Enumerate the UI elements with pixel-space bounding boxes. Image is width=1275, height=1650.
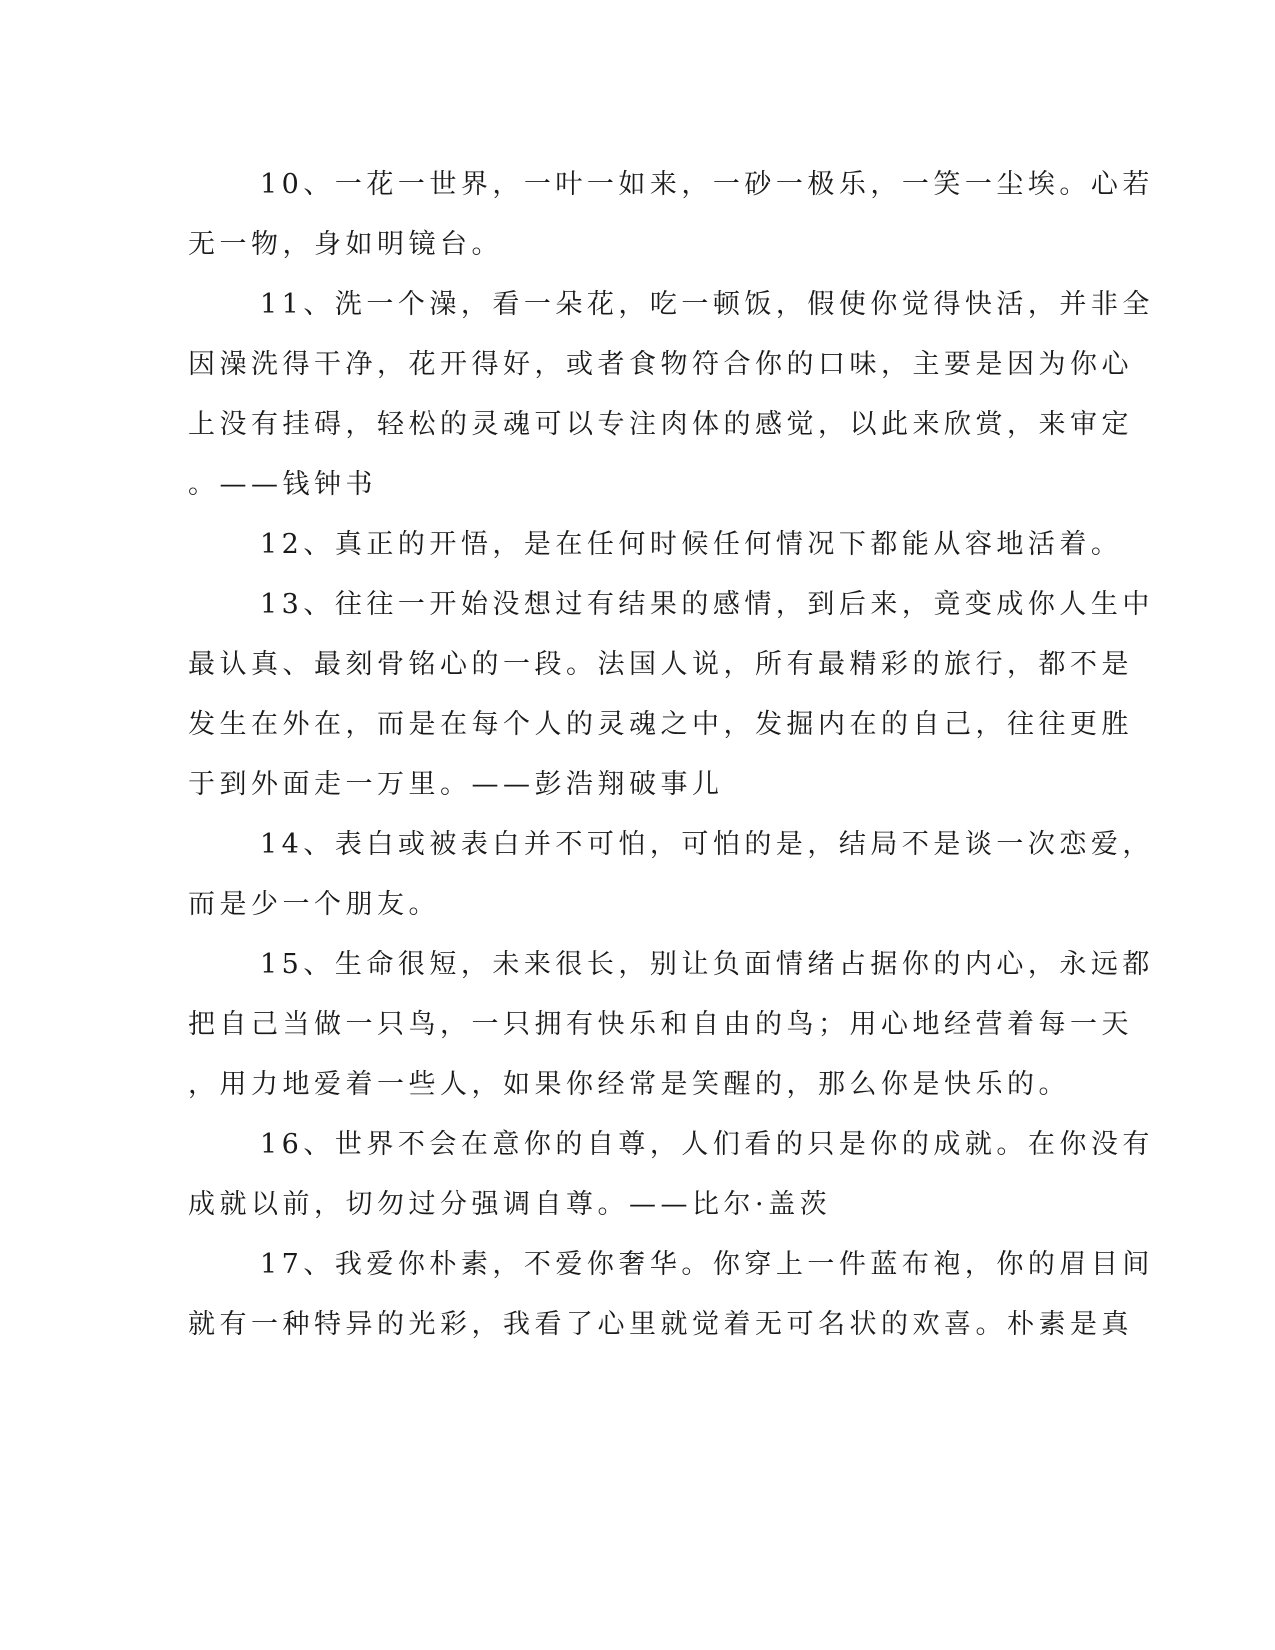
paragraph-line: 13、往往一开始没想过有结果的感情，到后来，竟变成你人生中: [260, 589, 1154, 620]
paragraph-line: 因澡洗得干净，花开得好，或者食物符合你的口味，主要是因为你心: [188, 349, 1133, 380]
paragraph-line: ，用力地爱着一些人，如果你经常是笑醒的，那么你是快乐的。: [188, 1069, 1070, 1100]
paragraph-12: [188, 515, 1123, 575]
paragraph-line: 无一物，身如明镜台。: [188, 229, 503, 260]
paragraph-line: 成就以前，切勿过分强调自尊。——比尔·盖茨: [188, 1189, 832, 1220]
paragraph-line: 发生在外在，而是在每个人的灵魂之中，发掘内在的自己，往往更胜: [188, 709, 1133, 740]
paragraph-line: 16、世界不会在意你的自尊，人们看的只是你的成就。在你没有: [260, 1129, 1154, 1160]
paragraph-line: 上没有挂碍，轻松的灵魂可以专注肉体的感觉，以此来欣赏，来审定: [188, 409, 1133, 440]
paragraph-line: 而是少一个朋友。: [188, 889, 440, 920]
paragraph-16: [188, 1115, 1154, 1235]
paragraph-14: [188, 815, 1154, 935]
paragraph-line: 把自己当做一只鸟，一只拥有快乐和自由的鸟；用心地经营着每一天: [188, 1009, 1133, 1040]
paragraph-15: [188, 935, 1154, 1115]
paragraph-17: [188, 1235, 1154, 1355]
paragraph-line: 14、表白或被表白并不可怕，可怕的是，结局不是谈一次恋爱，: [260, 829, 1154, 860]
paragraph-line: 17、我爱你朴素，不爱你奢华。你穿上一件蓝布袍，你的眉目间: [260, 1249, 1154, 1280]
paragraph-10: [188, 155, 1154, 275]
paragraph-line: 10、一花一世界，一叶一如来，一砂一极乐，一笑一尘埃。心若: [260, 169, 1154, 200]
paragraph-line: 11、洗一个澡，看一朵花，吃一顿饭，假使你觉得快活，并非全: [260, 289, 1154, 320]
document-body: [188, 155, 1154, 1355]
paragraph-line: 于到外面走一万里。——彭浩翔破事儿: [188, 769, 724, 800]
paragraph-line: 就有一种特异的光彩，我看了心里就觉着无可名状的欢喜。朴素是真: [188, 1309, 1133, 1340]
paragraph-line: 最认真、最刻骨铭心的一段。法国人说，所有最精彩的旅行，都不是: [188, 649, 1133, 680]
paragraph-line: 15、生命很短，未来很长，别让负面情绪占据你的内心，永远都: [260, 949, 1154, 980]
paragraph-11: [188, 275, 1154, 515]
paragraph-line: 12、真正的开悟，是在任何时候任何情况下都能从容地活着。: [260, 529, 1123, 560]
paragraph-line: 。——钱钟书: [188, 469, 377, 500]
paragraph-13: [188, 575, 1154, 815]
